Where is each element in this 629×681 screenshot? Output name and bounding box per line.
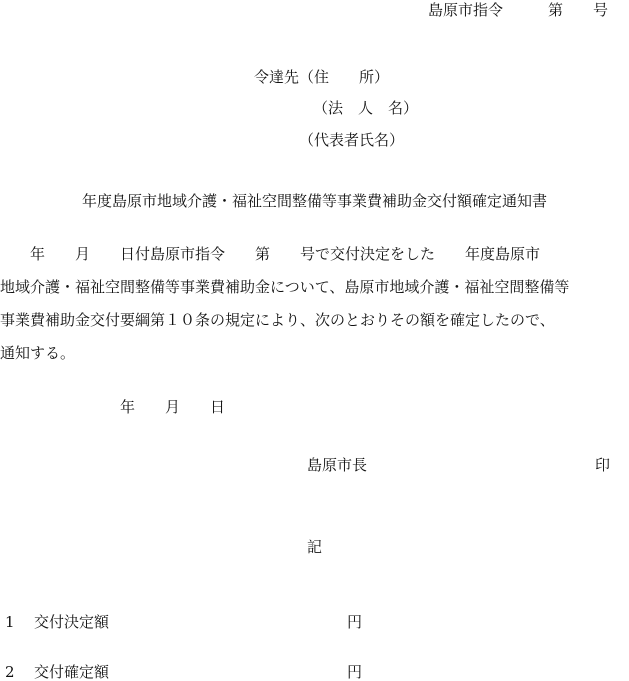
addressee-corporation-label: （法 人 名）	[313, 99, 419, 117]
item-unit: 円	[347, 613, 363, 631]
body-line: 事業費補助金交付要綱第１０条の規定により、次のとおりその額を確定したので、	[0, 311, 555, 329]
document-number: 島原市指令 第 号	[428, 1, 609, 19]
notice-date: 年 月 日	[120, 398, 226, 416]
item-number: 1	[5, 613, 15, 631]
item-label: 交付確定額	[34, 663, 110, 681]
item-label: 交付決定額	[34, 613, 110, 631]
addressee-address-label: 令達先（住 所）	[254, 68, 390, 86]
body-line: 通知する。	[0, 344, 76, 362]
body-line: 年 月 日付島原市指令 第 号で交付決定をした 年度島原市	[0, 245, 541, 263]
issuer-name: 島原市長	[307, 456, 368, 474]
seal-mark: 印	[595, 456, 611, 474]
addressee-representative-label: （代表者氏名）	[299, 131, 405, 149]
notice-body	[0, 244, 629, 376]
record-heading: 記	[307, 538, 323, 556]
item-unit: 円	[347, 663, 363, 681]
document-title: 年度島原市地域介護・福祉空間整備等事業費補助金交付額確定通知書	[81, 192, 547, 210]
body-line: 地域介護・福祉空間整備等事業費補助金について、島原市地域介護・福祉空間整備等	[0, 278, 570, 296]
item-number: 2	[5, 663, 15, 681]
